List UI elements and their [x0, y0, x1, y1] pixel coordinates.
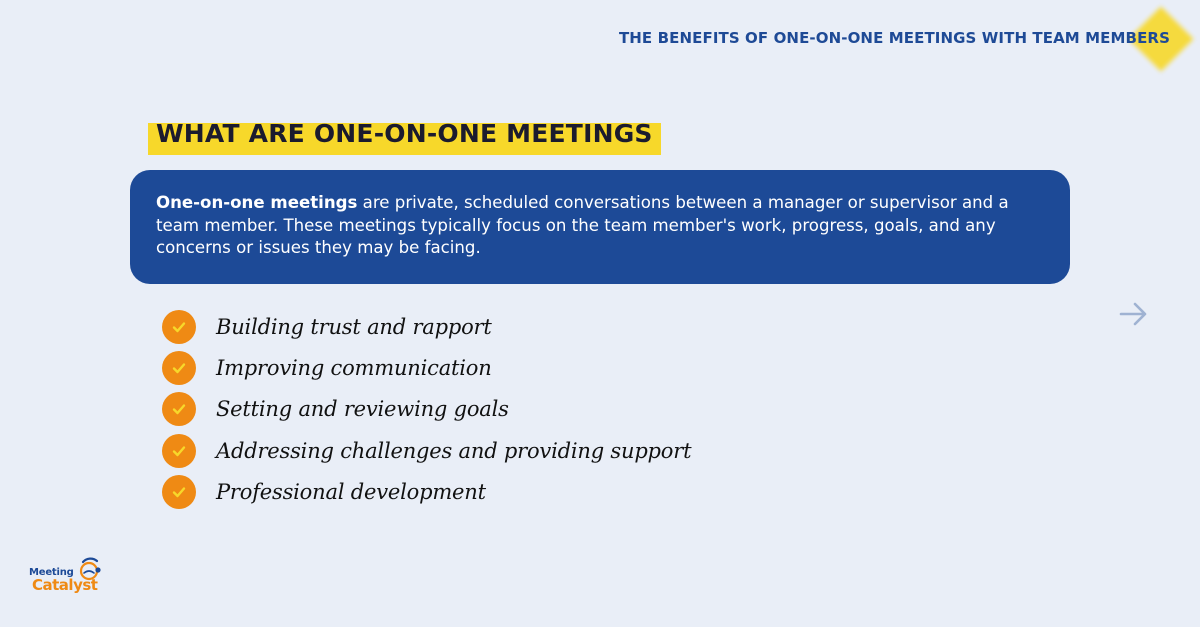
section-heading: WHAT ARE ONE-ON-ONE MEETINGS: [156, 119, 653, 148]
list-item: [162, 351, 691, 385]
check-icon: [162, 392, 196, 426]
benefits-list: [162, 310, 691, 516]
list-item: [162, 434, 691, 468]
arrow-right-icon[interactable]: [1118, 298, 1150, 330]
list-item: [162, 310, 691, 344]
definition-text: are private, scheduled conversations between a manager or supervisor and a team member. These meetings typically focus on the team member's work, progress, goals, and any concerns or issues they may be facing.: [156, 193, 1009, 257]
meeting-catalyst-logo: [29, 557, 113, 597]
definition-card: [130, 170, 1070, 284]
check-icon: [162, 475, 196, 509]
definition-term: One-on-one meetings: [156, 193, 358, 212]
list-item: [162, 392, 691, 426]
benefit-label: Setting and reviewing goals: [216, 397, 509, 422]
check-icon: [162, 351, 196, 385]
benefit-label: Addressing challenges and providing support: [216, 438, 692, 463]
logo-text-catalyst: Catalyst: [32, 576, 98, 594]
benefit-label: Improving communication: [216, 356, 492, 381]
check-icon: [162, 434, 196, 468]
benefit-label: Building trust and rapport: [216, 315, 492, 339]
benefit-label: Professional development: [216, 479, 486, 504]
logo-text-meeting: Meeting: [29, 567, 74, 578]
check-icon: [162, 310, 196, 344]
list-item: [162, 475, 691, 509]
series-title: THE BENEFITS OF ONE-ON-ONE MEETINGS WITH TEAM MEMBERS: [618, 29, 1170, 47]
section-heading-block: [148, 113, 661, 155]
